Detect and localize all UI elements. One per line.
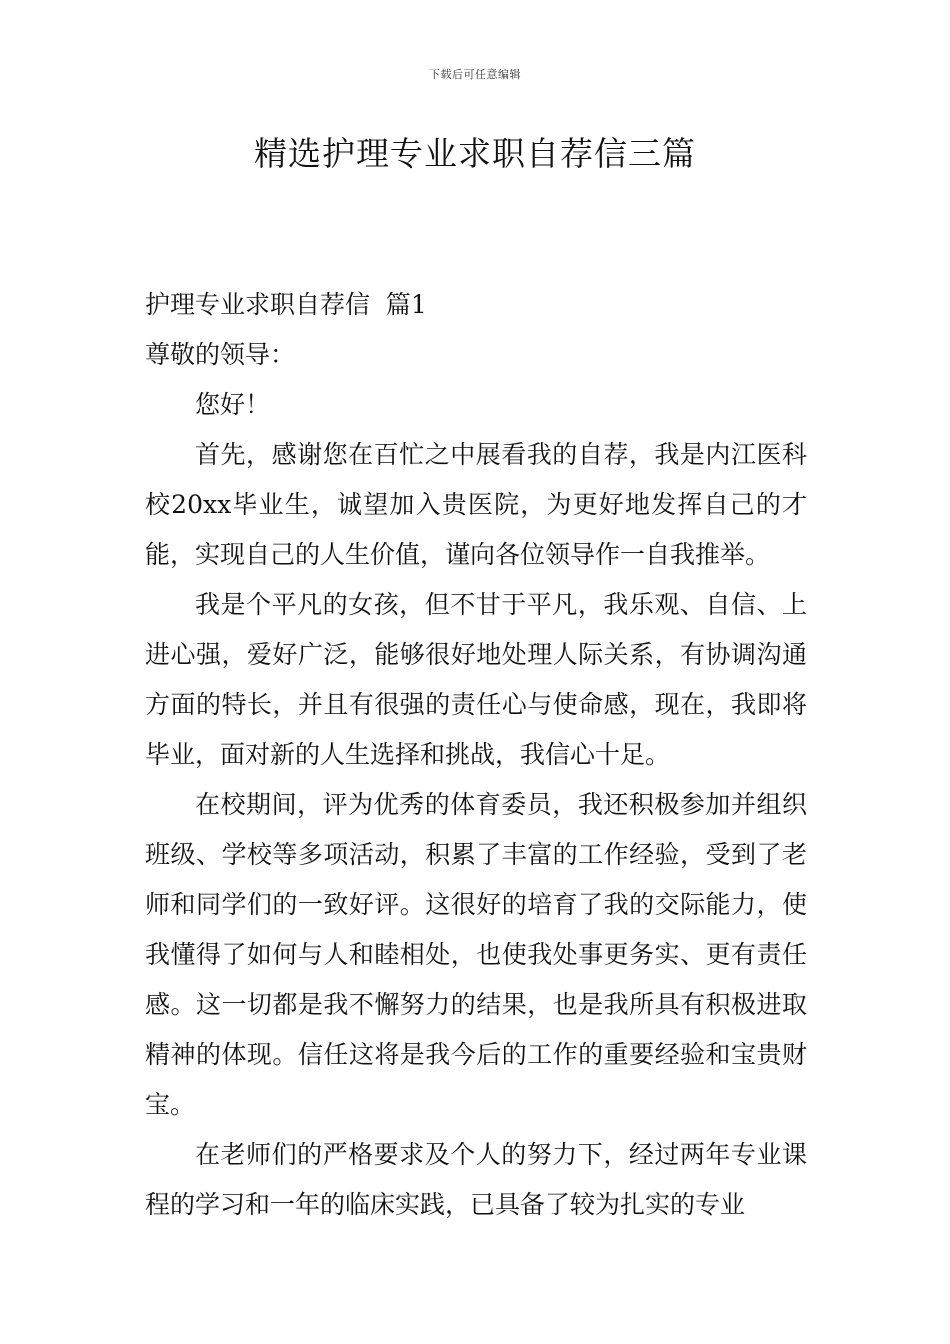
body-paragraph: 我是个平凡的女孩，但不甘于平凡，我乐观、自信、上进心强，爱好广泛，能够很好地处理人际关系，有协调沟通方面的特长，并且有很强的责任心与使命感，现在，我即将毕业，面对新的人生选择和挑战，我信心十足。 <box>145 590 807 769</box>
body-paragraph: 首先，感谢您在百忙之中展看我的自荐，我是内江医科校20xx毕业生，诚望加入贵医院，为更好地发挥自己的才能，实现自己的人生价值，谨向各位领导作一自我推举。 <box>145 440 807 569</box>
salutation: 尊敬的领导： <box>145 340 296 369</box>
body-paragraph: 在老师们的严格要求及个人的努力下，经过两年专业课程的学习和一年的临床实践，已具备了较为扎实的专业 <box>145 1140 807 1219</box>
greeting: 您好！ <box>195 390 271 419</box>
document-title: 精选护理专业求职自荐信三篇 <box>254 134 696 173</box>
header-note: 下载后可任意编辑 <box>429 68 521 81</box>
body-paragraph: 在校期间，评为优秀的体育委员，我还积极参加并组织班级、学校等多项活动，积累了丰富的工作经验，受到了老师和同学们的一致好评。这很好的培育了我的交际能力，使我懂得了如何与人和睦相处，也使我处事更务实、更有责任感。这一切都是我不懈努力的结果，也是我所具有积极进取精神的体现。信任这将是我今后的工作的重要经验和宝贵财宝。 <box>145 790 807 1119</box>
section-heading: 护理专业求职自荐信 篇1 <box>145 290 427 319</box>
document-body <box>145 280 807 1230</box>
